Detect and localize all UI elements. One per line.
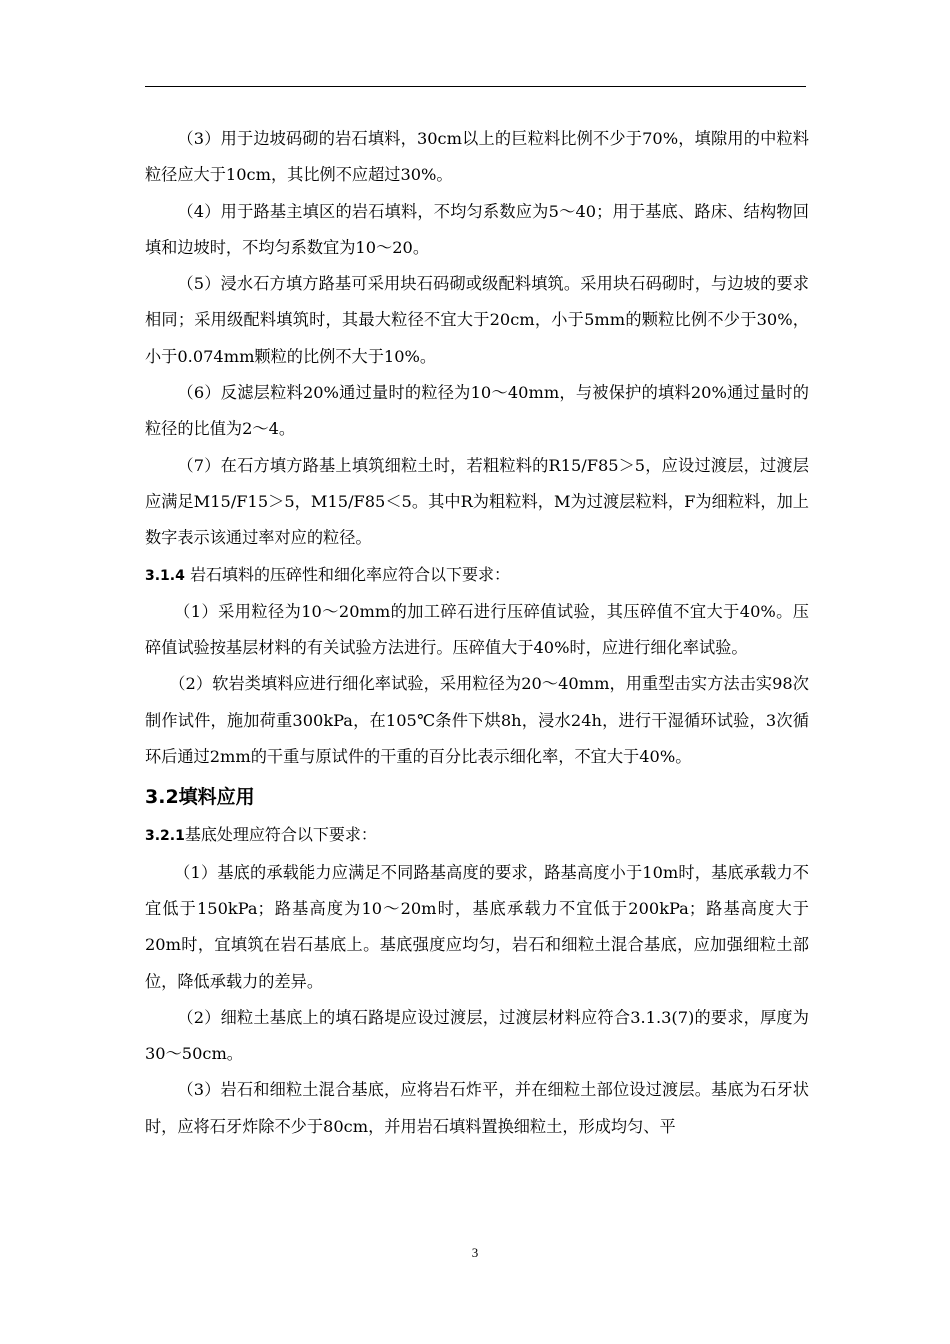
clause-text: 岩石填料的压碎性和细化率应符合以下要求： (184, 564, 510, 584)
clause-3-2-1-item-1: （1）基底的承载能力应满足不同路基高度的要求，路基高度小于10m时，基底承载力不宜低于150kPa；路基高度为10～20m时，基底承载力不宜低于200kPa；路基高度大于20m时，宜填筑在岩石基底上。基底强度应均匀，岩石和细粒土混合基底，应加强细粒土部位，降低承载力的差异。 (145, 862, 809, 991)
page-number: 3 (471, 1245, 479, 1260)
clause-3-1-4 (145, 557, 809, 594)
header-rule (145, 86, 806, 87)
page-body (145, 121, 809, 1145)
clause-number: 3.1.4 (145, 567, 185, 584)
paragraph-item-6: （6）反滤层粒料20%通过量时的粒径为10～40mm，与被保护的填料20%通过量时的粒径的比值为2～4。 (145, 383, 809, 439)
paragraph-item-7: （7）在石方填方路基上填筑细粒土时，若粗粒料的R15/F85＞5，应设过渡层，过渡层应满足M15/F15＞5，M15/F85＜5。其中R为粗粒料，M为过渡层粒料，F为细粒料，加上数字表示该通过率对应的粒径。 (145, 455, 809, 548)
clause-3-2-1 (145, 817, 809, 854)
paragraph-item-4: （4）用于路基主填区的岩石填料，不均匀系数应为5～40；用于基底、路床、结构物回填和边坡时，不均匀系数宜为10～20。 (145, 201, 809, 257)
paragraph-item-3: （3）用于边坡码砌的岩石填料，30cm以上的巨粒料比例不少于70%，填隙用的中粒料粒径应大于10cm，其比例不应超过30%。 (145, 129, 809, 185)
paragraph-item-5: （5）浸水石方填方路基可采用块石码砌或级配料填筑。采用块石码砌时，与边坡的要求相同；采用级配料填筑时，其最大粒径不宜大于20cm，小于5mm的颗粒比例不少于30%，小于0.074mm颗粒的比例不大于10%。 (145, 274, 809, 366)
clause-3-2-1-item-2: （2）细粒土基底上的填石路堤应设过渡层，过渡层材料应符合3.1.3(7)的要求，厚度为30～50cm。 (145, 1007, 809, 1064)
clause-3-1-4-item-1: （1）采用粒径为10～20mm的加工碎石进行压碎值试验，其压碎值不宜大于40%。压碎值试验按基层材料的有关试验方法进行。压碎值大于40%时，应进行细化率试验。 (145, 601, 809, 658)
section-heading-3-2: 3.2填料应用 (145, 786, 255, 809)
clause-number: 3.2.1 (145, 828, 185, 845)
clause-3-2-1-item-3: （3）岩石和细粒土混合基底，应将岩石炸平，并在细粒土部位设过渡层。基底为石牙状时，应将石牙炸除不少于80cm，并用岩石填料置换细粒土，形成均匀、平 (145, 1080, 809, 1136)
clause-3-1-4-item-2: （2）软岩类填料应进行细化率试验，采用粒径为20～40mm，用重型击实方法击实98次制作试件，施加荷重300kPa，在105℃条件下烘8h，浸水24h，进行干湿循环试验，3次循环后通过2mm的干重与原试件的干重的百分比表示细化率，不宜大于40%。 (145, 674, 809, 767)
clause-text: 基底处理应符合以下要求： (184, 825, 377, 845)
